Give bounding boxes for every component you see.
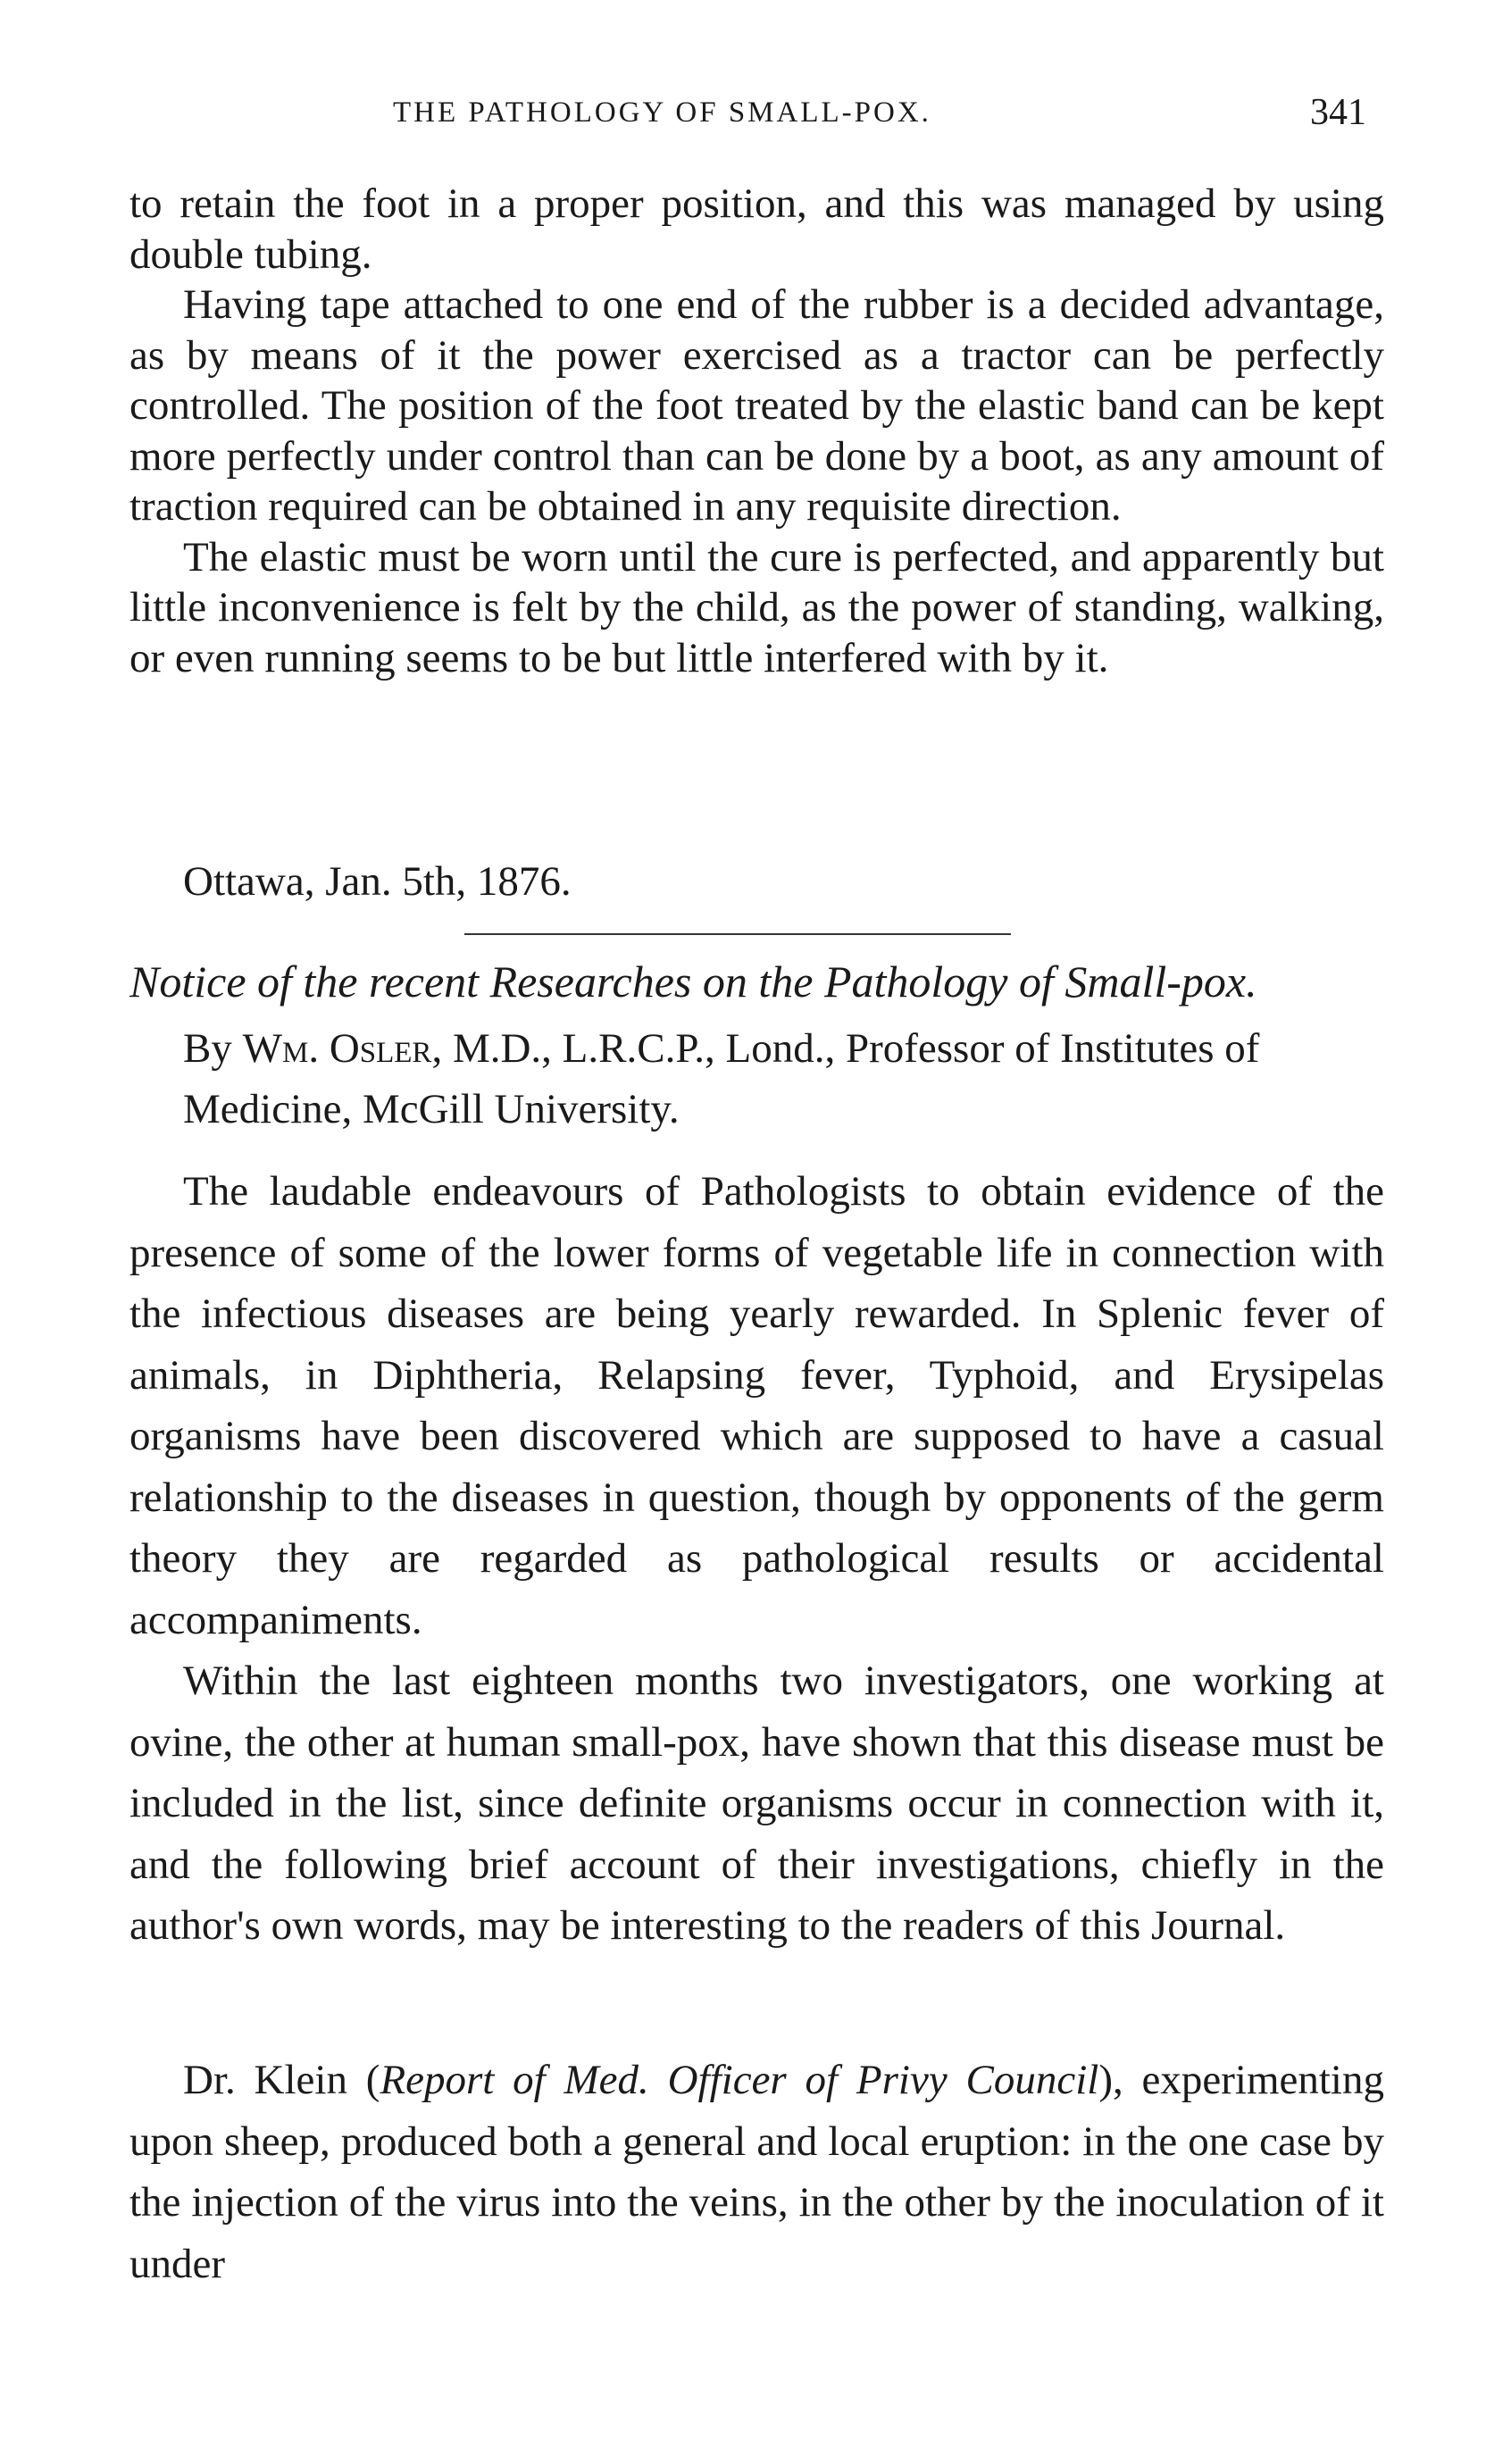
byline	[183, 1018, 1384, 1140]
article-body-continued	[129, 2050, 1384, 2294]
byline-credentials: , M.D., L.R.C.P., Lond., Professor of Institutes of Medicine, McGill University.	[183, 1025, 1260, 1132]
section-divider	[464, 933, 1011, 935]
article-body	[129, 1161, 1384, 1957]
author-name: Wm. Osler	[242, 1025, 432, 1072]
byline-prefix: By	[183, 1025, 232, 1072]
paragraph	[129, 2050, 1384, 2294]
page-header	[393, 92, 1366, 150]
paragraph-rest: ), experimenting upon sheep, produced both a general and local eruption: in the one case by the injection of the virus into the veins, in the other by the inoculation of it under	[129, 2057, 1384, 2287]
citation: Report of Med. Officer of Privy Council	[380, 2057, 1099, 2103]
preceding-article-text	[129, 179, 1384, 683]
dateline: Ottawa, Jan. 5th, 1876.	[183, 858, 572, 905]
running-title: THE PATHOLOGY OF SMALL-POX.	[393, 96, 931, 129]
paragraph: The elastic must be worn until the cure is perfected, and apparently but little inconvenience is felt by the child, as the power of standing, walking, or even running seems to be but little interfered with by it.	[129, 533, 1384, 681]
paragraph: Within the last eighteen months two investigators, one working at ovine, the other at human small-pox, have shown that this disease must be included in the list, since definite organisms occur in connection with it, and the following brief account of their investigations, chiefly in the author's own words, may be interesting to the readers of this Journal.	[129, 1658, 1384, 1949]
article-title: Notice of the recent Researches on the Pathology of Small-pox.	[129, 956, 1257, 1006]
paragraph: to retain the foot in a proper position, and this was managed by using double tubing.	[129, 180, 1384, 278]
paragraph-start: Dr. Klein (	[183, 2057, 380, 2103]
paragraph: The laudable endeavours of Pathologists to obtain evidence of the presence of some of the lower forms of vegetable life in connection with the infectious diseases are being yearly rewarded. In Splenic fever of animals, in Diphtheria, Relapsing fever, Typhoid, and Erysipelas organisms have been discovered which are supposed to have a casual relationship to the diseases in question, though by opponents of the germ theory they are regarded as pathological results or accidental accompaniments.	[129, 1168, 1384, 1643]
paragraph: Having tape attached to one end of the rubber is a decided advantage, as by means of it the power exercised as a tractor can be perfectly controlled. The position of the foot treated by the elastic band can be kept more perfectly under control than can be done by a boot, as any amount of traction required can be obtained in any requisite direction.	[129, 281, 1384, 530]
page-number: 341	[1310, 92, 1366, 133]
